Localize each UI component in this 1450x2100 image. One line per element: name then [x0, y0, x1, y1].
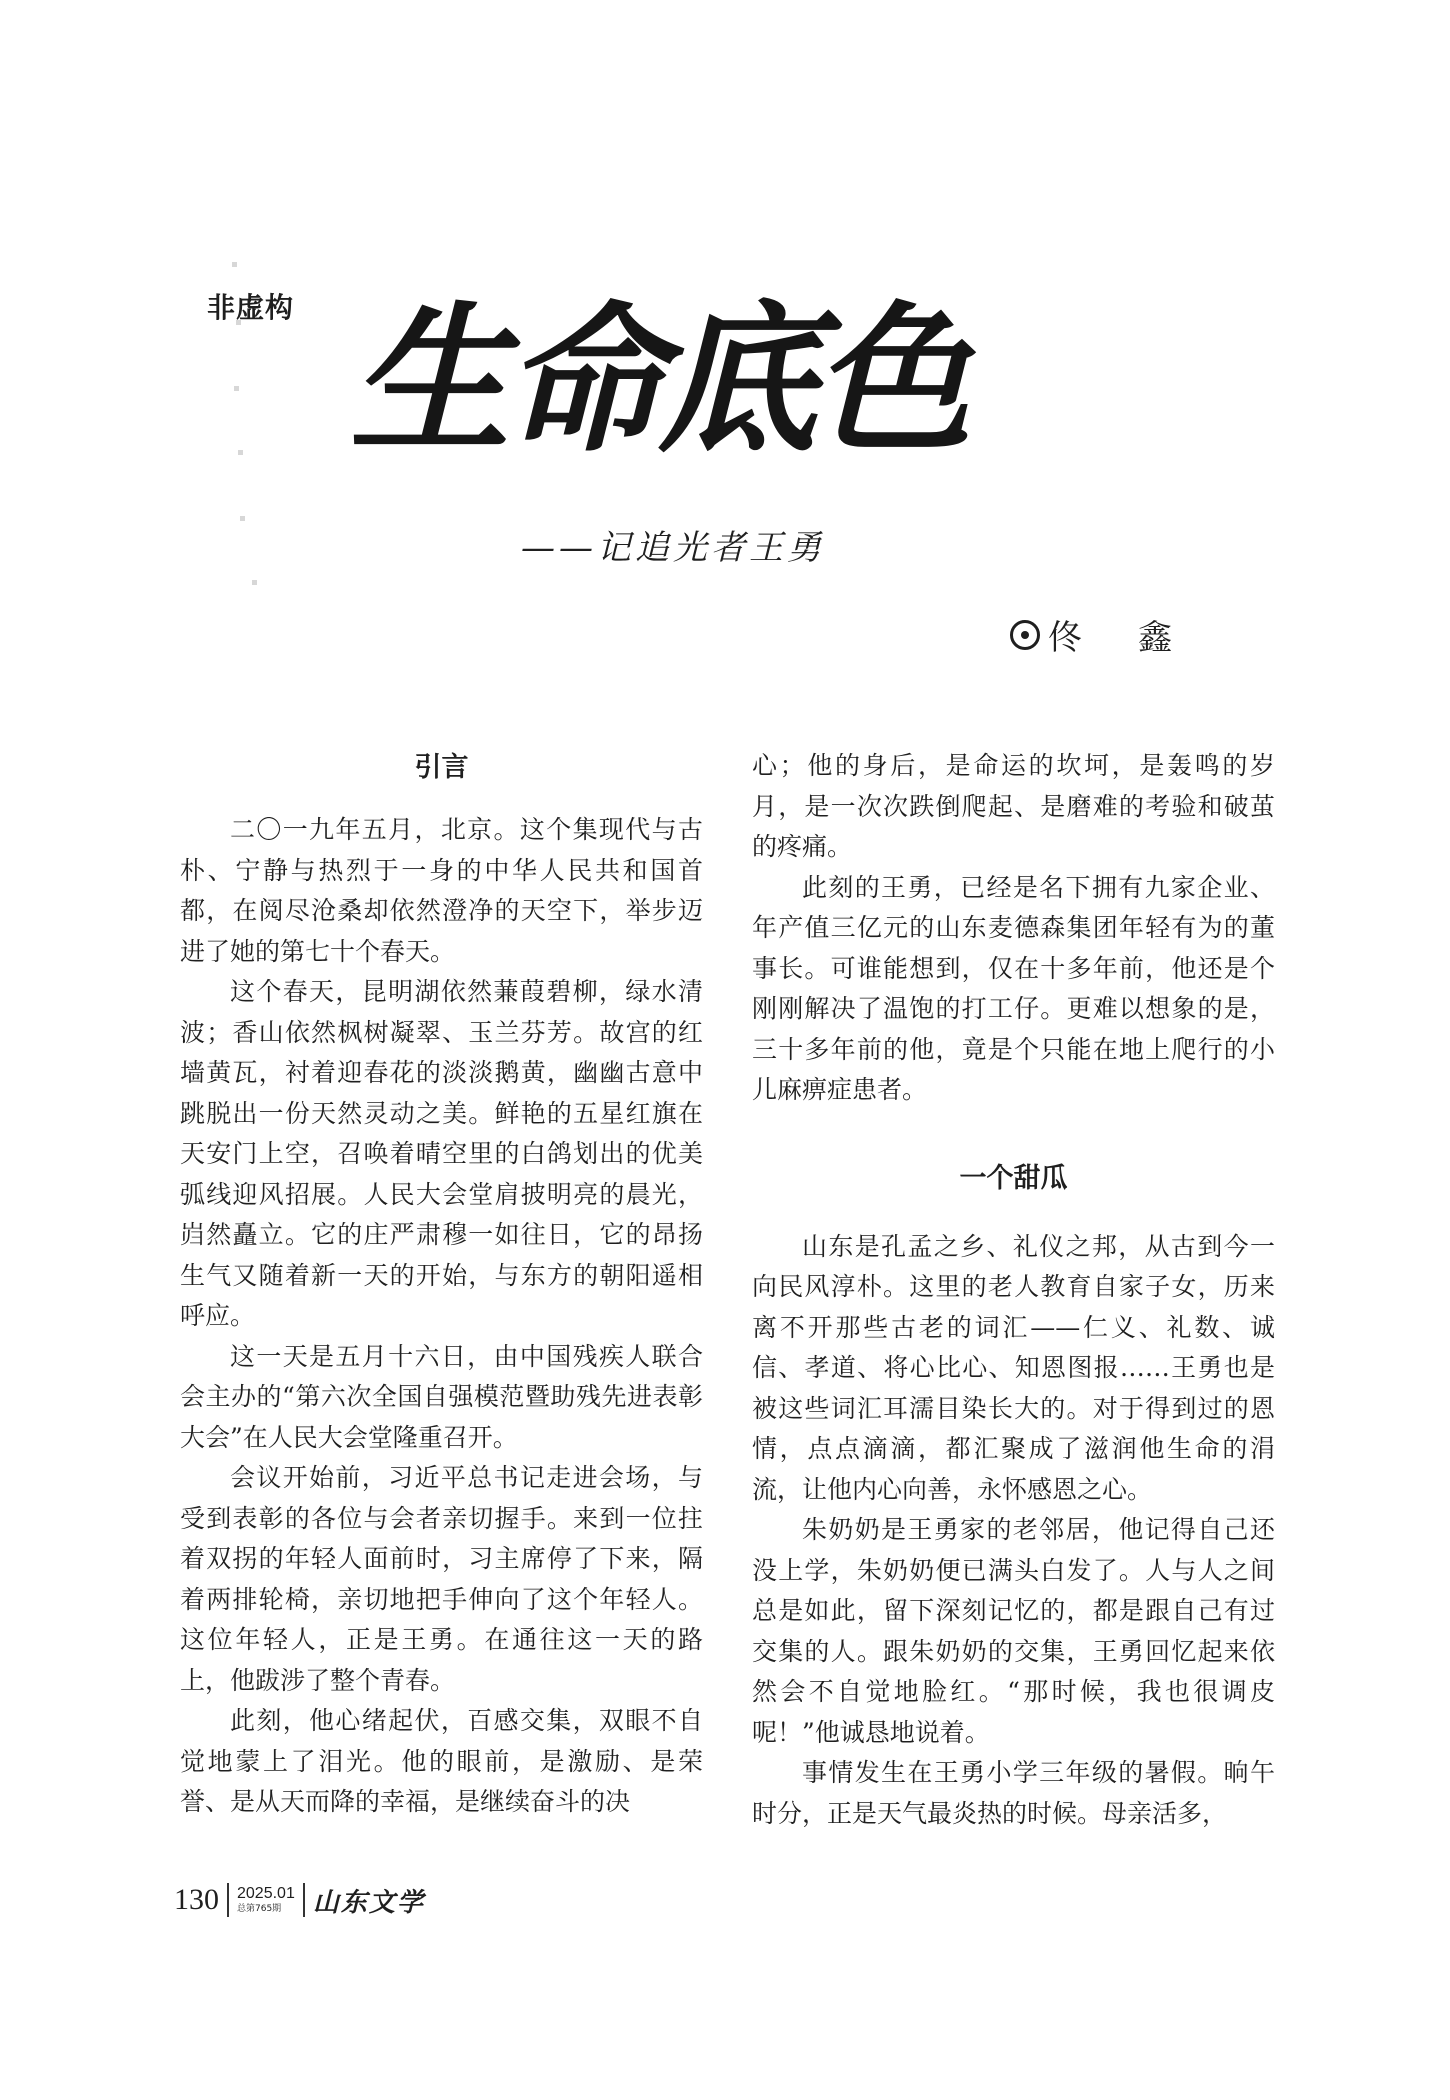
left-column — [180, 748, 703, 1823]
section-tag: 非虚构 — [207, 291, 295, 324]
footer-divider — [227, 1883, 229, 1917]
issue-date: 2025.01 — [237, 1885, 295, 1902]
paragraph: 此刻，他心绪起伏，百感交集，双眼不自觉地蒙上了泪光。他的眼前，是激励、是荣誉、是从天而降的幸福，是继续奋斗的决 — [180, 1706, 703, 1816]
issue-info — [237, 1886, 295, 1914]
magazine-name: 山东文学 — [312, 1887, 425, 1918]
article-subtitle: ——记追光者王勇 — [521, 528, 825, 568]
paragraph: 这一天是五月十六日，由中国残疾人联合会主办的“第六次全国自强模范暨助残先进表彰大会”在人民大会堂隆重召开。 — [180, 1341, 703, 1452]
right-column — [752, 746, 1275, 1834]
paragraph: 会议开始前，习近平总书记走进会场，与受到表彰的各位与会者亲切握手。来到一位拄着双拐的年轻人面前时，习主席停了下来，隔着两排轮椅，亲切地把手伸向了这个年轻人。这位年轻人，正是王勇。在通往这一天的路上，他跋涉了整个青春。 — [180, 1463, 703, 1695]
paragraph: 此刻的王勇，已经是名下拥有九家企业、年产值三亿元的山东麦德森集团年轻有为的董事长。可谁能想到，仅在十多年前，他还是个刚刚解决了温饱的打工仔。更难以想象的是，三十多年前的他，竟是个只能在地上爬行的小儿麻痹症患者。 — [752, 872, 1275, 1104]
section-heading-melon: 一个甜瓜 — [959, 1162, 1068, 1194]
paragraph: 二〇一九年五月，北京。这个集现代与古朴、宁静与热烈于一身的中华人民共和国首都，在阅尽沧桑却依然澄净的天空下，举步迈进了她的第七十个春天。 — [180, 815, 703, 966]
byline — [1010, 610, 1228, 659]
paragraph-continuation: 心；他的身后，是命运的坎坷，是轰鸣的岁月，是一次次跌倒爬起、是磨难的考验和破茧的疼痛。 — [752, 751, 1275, 861]
section-heading-intro: 引言 — [414, 752, 469, 783]
article-title: 生命底色 — [350, 286, 967, 474]
footer-divider — [303, 1883, 305, 1917]
issue-total: 总第765期 — [237, 1904, 282, 1914]
page-number: 130 — [174, 1883, 219, 1916]
page-footer — [174, 1880, 425, 1920]
author-bullet-icon — [1010, 620, 1040, 650]
paragraph: 事情发生在王勇小学三年级的暑假。晌午时分，正是天气最炎热的时候。母亲活多， — [752, 1758, 1275, 1828]
author-name: 佟鑫 — [1048, 618, 1228, 658]
paragraph: 山东是孔孟之乡、礼仪之邦，从古到今一向民风淳朴。这里的老人教育自家子女，历来离不开那些古老的词汇——仁义、礼数、诚信、孝道、将心比心、知恩图报……王勇也是被这些词汇耳濡目染长大的。对于得到过的恩情，点点滴滴，都汇聚成了滋润他生命的涓流，让他内心向善，永怀感恩之心。 — [752, 1231, 1275, 1504]
paragraph: 朱奶奶是王勇家的老邻居，他记得自己还没上学，朱奶奶便已满头白发了。人与人之间总是如此，留下深刻记忆的，都是跟自己有过交集的人。跟朱奶奶的交集，王勇回忆起来依然会不自觉地脸红。“那时候，我也很调皮呢！”他诚恳地说着。 — [752, 1515, 1275, 1747]
paragraph: 这个春天，昆明湖依然蒹葭碧柳，绿水清波；香山依然枫树凝翠、玉兰芬芳。故宫的红墙黄瓦，衬着迎春花的淡淡鹅黄，幽幽古意中跳脱出一份天然灵动之美。鲜艳的五星红旗在天安门上空，召唤着晴空里的白鸽划出的优美弧线迎风招展。人民大会堂肩披明亮的晨光，岿然矗立。它的庄严肃穆一如往日，它的昂扬生气又随着新一天的开始，与东方的朝阳遥相呼应。 — [180, 977, 703, 1330]
